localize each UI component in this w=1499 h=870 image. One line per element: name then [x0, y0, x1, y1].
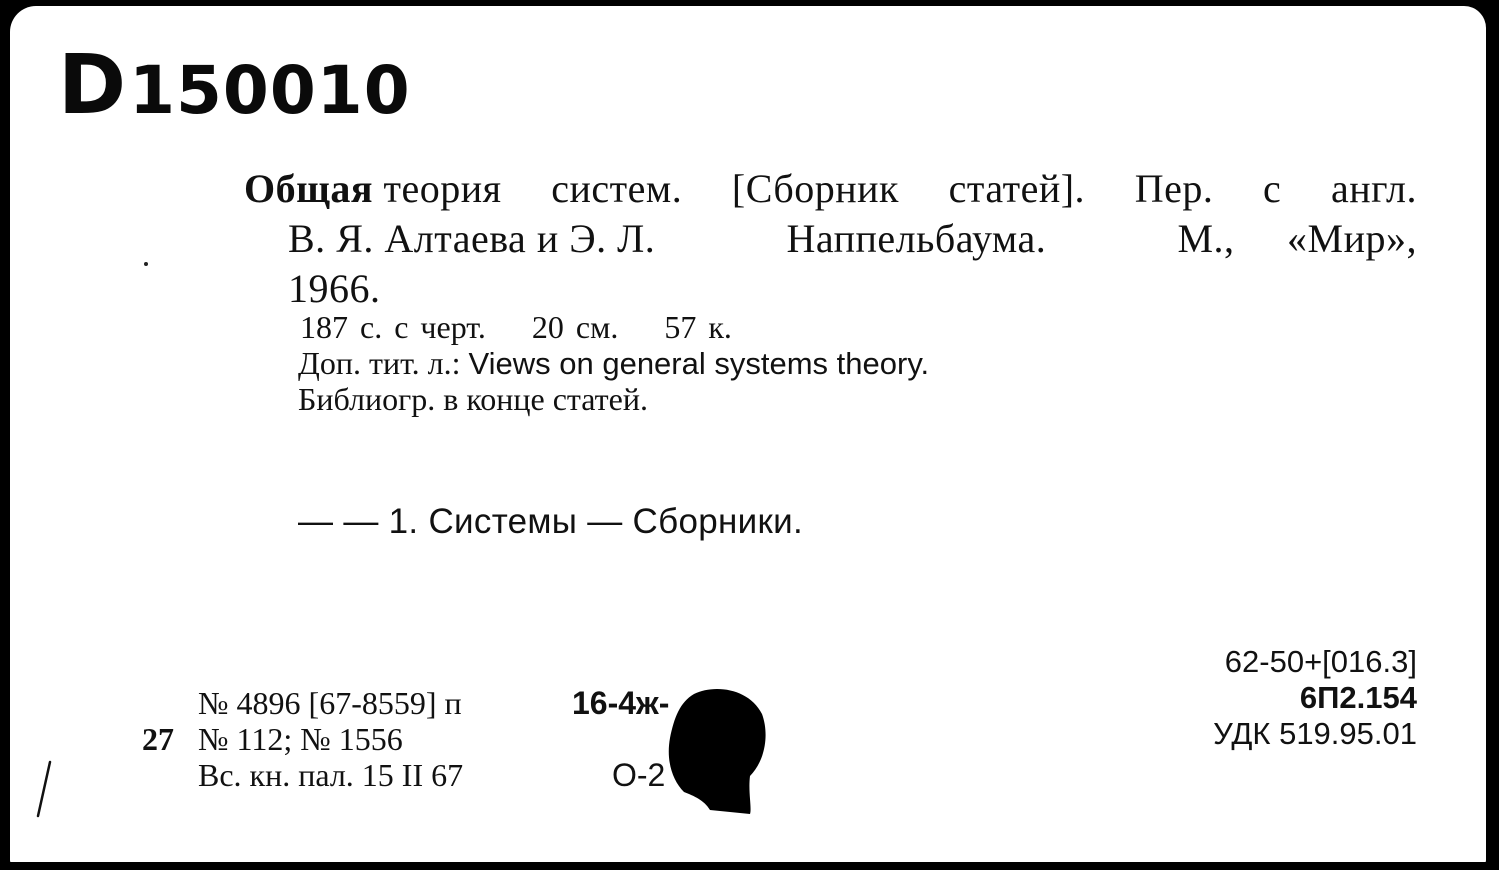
entry-word: Я.	[336, 216, 374, 261]
catalog-id	[58, 38, 411, 133]
entry-word: «Мир»,	[1287, 216, 1417, 261]
price: 57 к.	[664, 309, 732, 345]
translators	[288, 214, 655, 264]
entry-word: Алтаева	[384, 216, 527, 261]
alt-title-text: Views on general systems theory.	[468, 346, 930, 381]
ink-blot	[664, 684, 768, 816]
print-line: № 4896 [67-8559] п	[198, 685, 462, 721]
alt-title-note	[298, 344, 929, 383]
physical-description	[300, 308, 732, 346]
entry-word: Э.	[569, 216, 607, 261]
entry-year: 1966.	[288, 266, 381, 311]
speck	[144, 262, 148, 266]
catalog-number: 150010	[129, 52, 411, 129]
pencil-mark	[28, 758, 58, 828]
entry-word	[244, 164, 502, 214]
catalog-prefix: D	[58, 38, 128, 133]
entry-word: англ.	[1330, 166, 1417, 211]
classification-code: 6П2.154	[1299, 680, 1417, 715]
entry-word: [Сборник	[731, 166, 899, 211]
size: 20 см.	[531, 309, 619, 345]
publisher	[1177, 214, 1417, 264]
entry-word: Пер.	[1134, 166, 1214, 211]
classification-code: 62-50+[016.3]	[1224, 644, 1417, 679]
entry-word: и	[536, 216, 559, 261]
entry-word: Л.	[617, 216, 656, 261]
alt-title-label: Доп. тит. л.:	[298, 345, 461, 381]
entry-translators-line	[288, 214, 1417, 264]
print-line: Вс. кн. пал. 15 II 67	[198, 757, 464, 793]
card-edge	[10, 862, 1486, 870]
entry-word: Наппельбаума.	[786, 216, 1047, 261]
entry-word: с	[1263, 166, 1282, 211]
entry-word: теория	[383, 166, 502, 211]
title-lead: Общая	[244, 166, 374, 211]
pages: 187 с. с черт.	[300, 309, 486, 345]
print-line: № 112; № 1556	[198, 721, 403, 757]
bibliography-note: Библиогр. в конце статей.	[298, 381, 648, 417]
entry-word: систем.	[551, 166, 683, 211]
print-code: О-2	[612, 757, 666, 793]
entry-word: В.	[288, 216, 326, 261]
udk-code: УДК 519.95.01	[1213, 716, 1417, 751]
subject-tracing: — — 1. Системы — Сборники.	[298, 502, 803, 541]
entry-word: М.,	[1177, 216, 1235, 261]
print-number: 27	[142, 721, 174, 757]
entry-title-line	[244, 164, 1417, 214]
entry-word: статей].	[948, 166, 1086, 211]
print-code: 16-4ж-	[572, 685, 670, 721]
